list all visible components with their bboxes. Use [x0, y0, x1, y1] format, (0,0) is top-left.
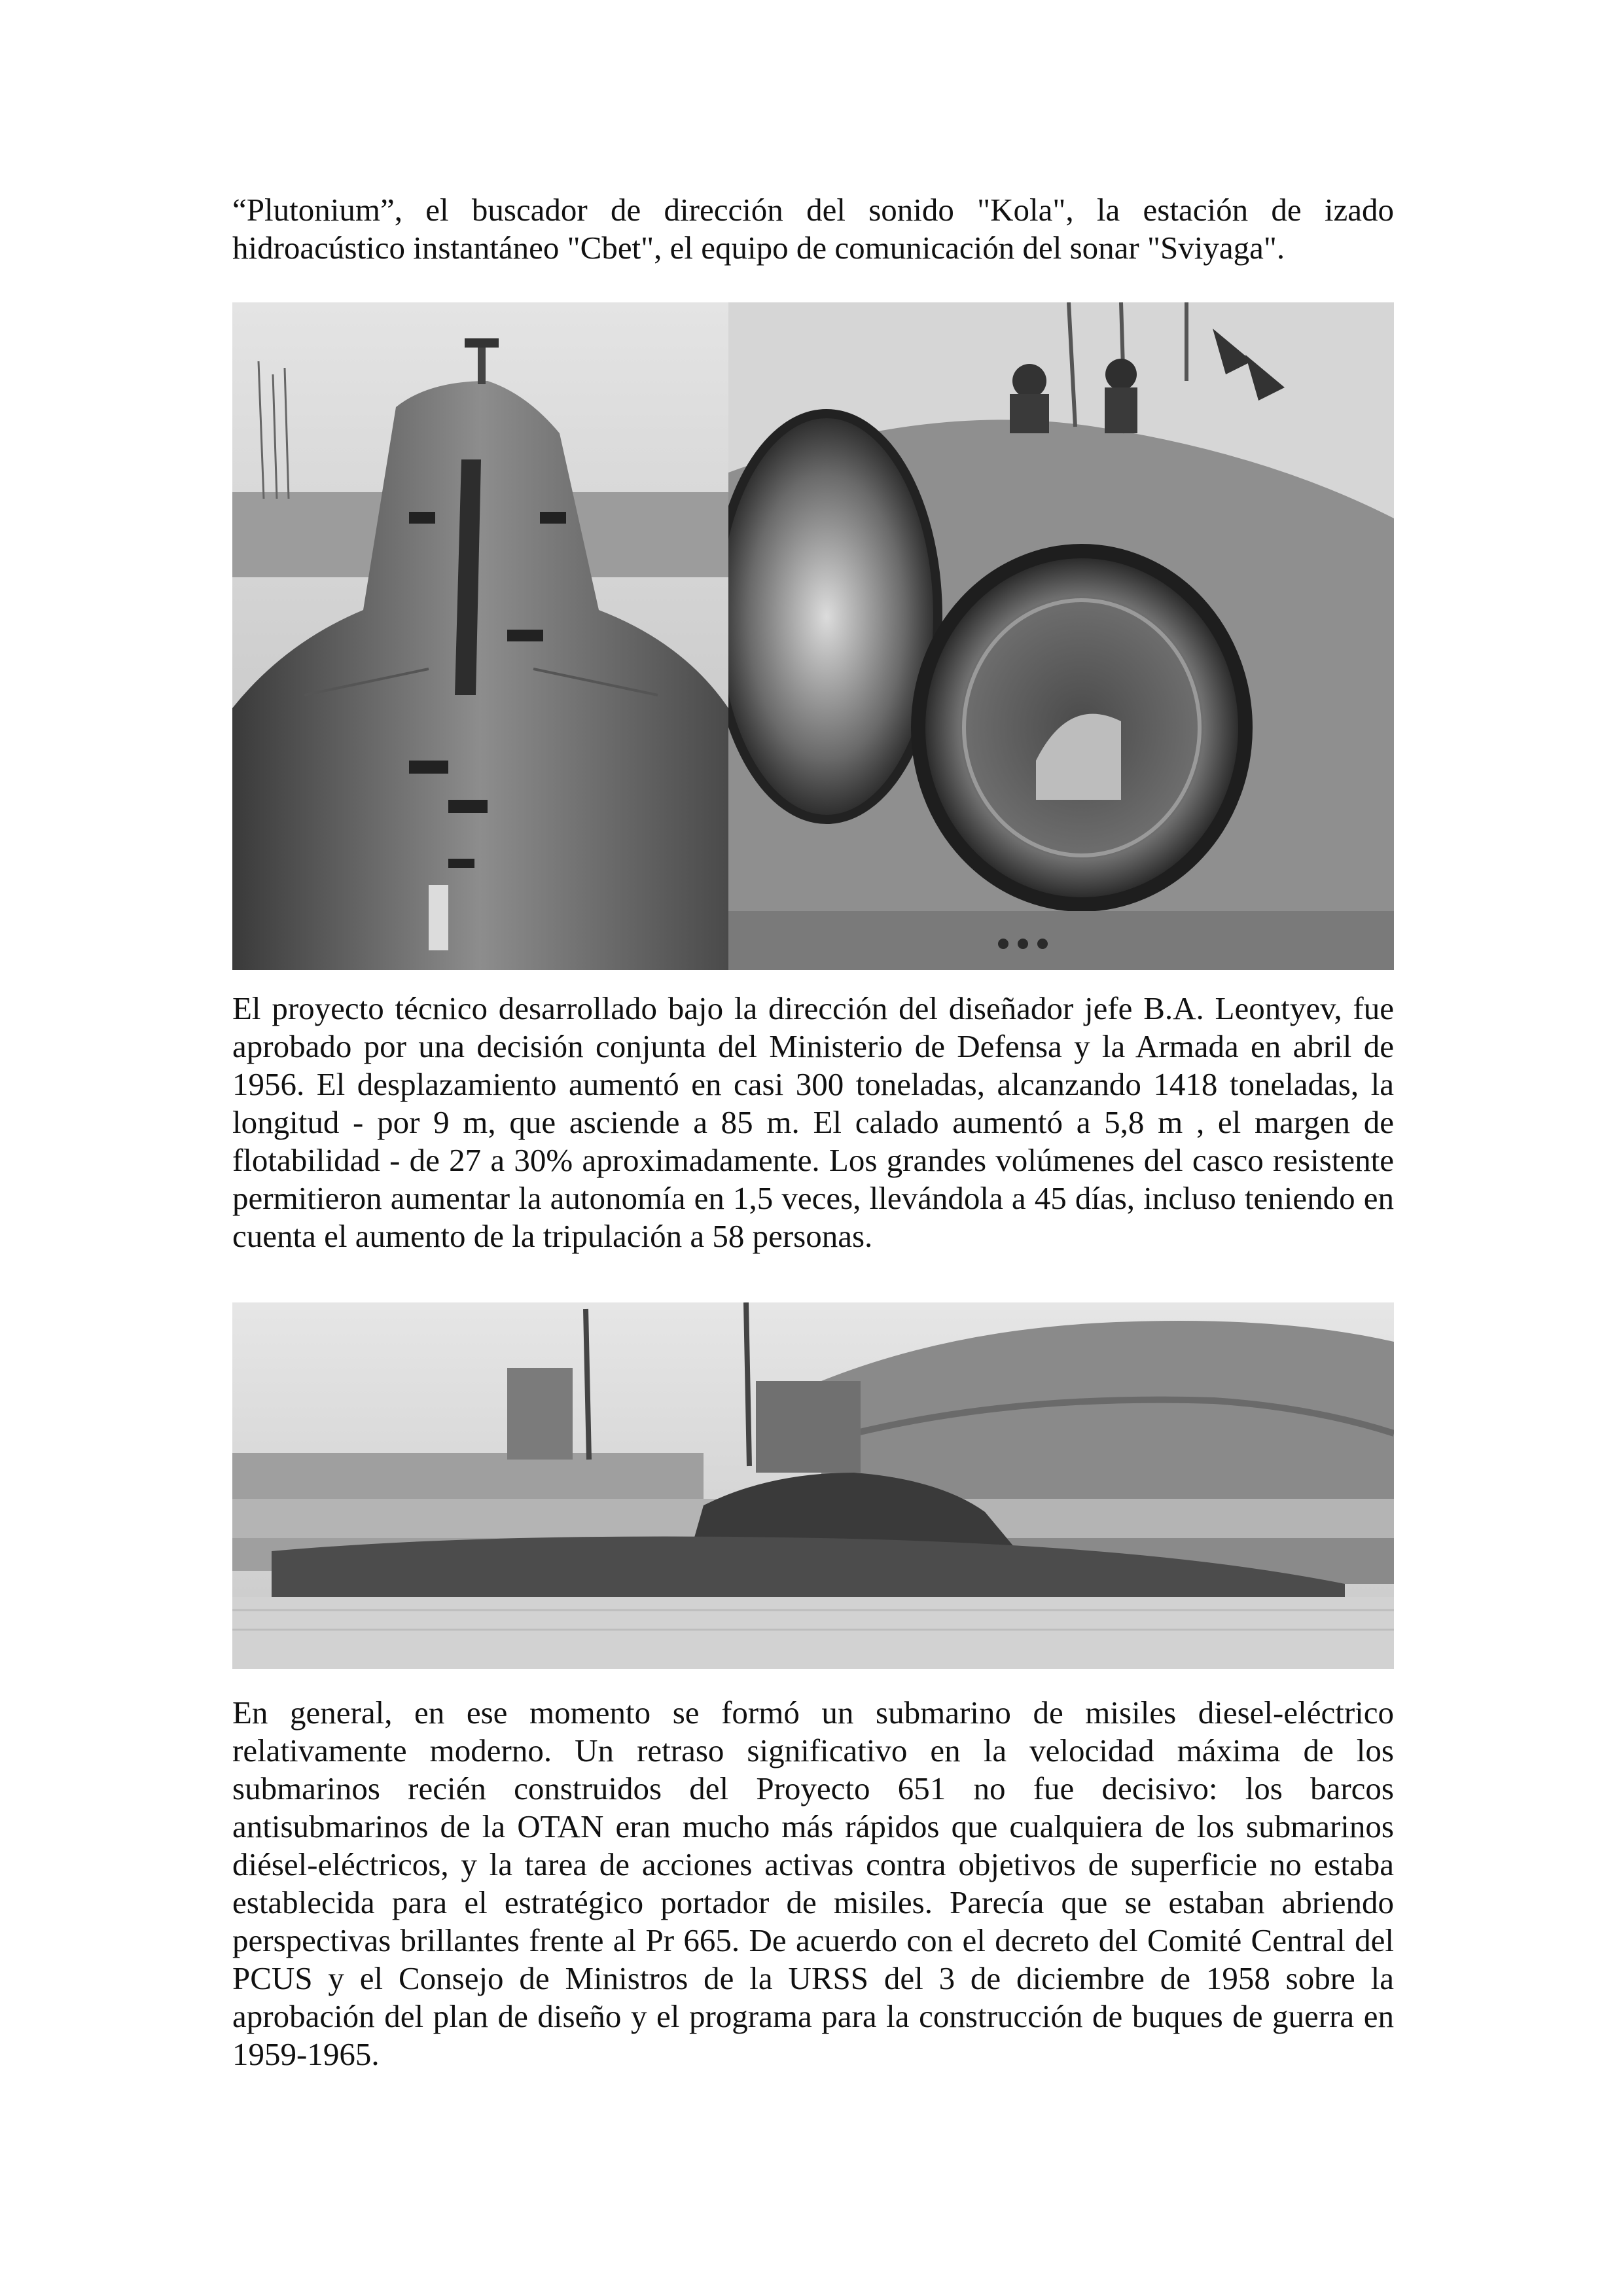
paragraph-1: “Plutonium”, el buscador de dirección del sonido "Kola", la estación de izado hidroacústico instantáneo "Cbet", el equipo de comunicación del sonar "Sviyaga".	[232, 192, 1394, 266]
paragraph-3: En general, en ese momento se formó un submarino de misiles diesel-eléctrico relativamente moderno. Un retraso significativo en la velocidad máxima de los submarinos recién construidos del Proyecto 651 no fue decisivo: los barcos antisubmarinos de la OTAN eran mucho más rápidos que cualquiera de los submarinos diésel-eléctricos, y la tarea de acciones activas contra objetivos de superficie no estaba establecida para el estratégico portador de misiles. Parecía que se estaban abriendo perspectivas brillantes frente al Pr 665. De acuerdo con el decreto del Comité Central del PCUS y el Consejo de Ministros de la URSS del 3 de diciembre de 1958 sobre la aprobación del plan de diseño y el programa para la construcción de buques de guerra en 1959-1965.	[232, 1695, 1394, 2072]
submarine-harbor-photo	[232, 1302, 1394, 1669]
missile-launch-tubes-image	[728, 302, 1394, 970]
missile-launch-tubes-photo	[728, 302, 1394, 970]
submarine-harbor-image	[232, 1302, 1394, 1669]
paragraph-2: El proyecto técnico desarrollado bajo la dirección del diseñador jefe B.A. Leontyev, fue aprobado por una decisión conjunta del Ministerio de Defensa y la Armada en abril de 1956. El desplazamiento aumentó en casi 300 toneladas, alcanzando 1418 toneladas, la longitud - por 9 m, que asciende a 85 m. El calado aumentó a 5,8 m , el margen de flotabilidad - de 27 a 30% aproximadamente. Los grandes volúmenes del casco resistente permitieron aumentar la autonomía en 1,5 veces, llevándola a 45 días, incluso teniendo en cuenta el aumento de la tripulación a 58 personas.	[232, 990, 1394, 1254]
submarine-deck-photo	[232, 302, 728, 970]
submarine-deck-image	[232, 302, 728, 970]
